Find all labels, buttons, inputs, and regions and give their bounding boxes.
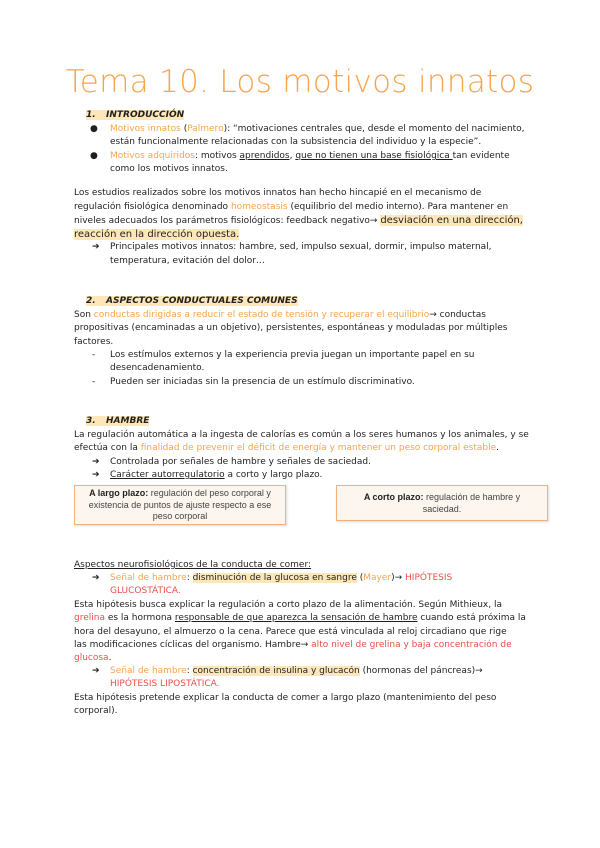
bullet-dot: ● bbox=[90, 151, 98, 161]
bullet-motivos-innatos: Motivos innatos (Palmero): “motivaciones centrales que, desde el momento del nacimiento, bbox=[110, 124, 525, 134]
dash-item-line2: desencadenamiento. bbox=[110, 363, 205, 373]
paragraph-line: hora del desayuno, el almuerzo o la cena. Parece que está vinculada al reloj circadiano que rige bbox=[74, 627, 507, 637]
arrow-icon: ➔ bbox=[92, 470, 100, 480]
corto-plazo-box: A corto plazo: regulación de hambre y saciedad. bbox=[336, 485, 548, 521]
arrow-item-caracter: Carácter autorregulatorio a corto y largo plazo. bbox=[110, 470, 323, 480]
paragraph-line: efectúa con la finalidad de prevenir el déficit de energía y mantener un peso corporal estable. bbox=[74, 443, 500, 453]
bullet-motivos-innatos-line2: están funcionalmente relacionadas con la subsistencia del individuo y la especie”. bbox=[110, 137, 482, 147]
paragraph-line: Esta hipótesis busca explicar la regulación a corto plazo de la alimentación. Según Mithieux, la bbox=[74, 600, 502, 610]
paragraph-line: Son conductas dirigidas a reducir el estado de tensión y recuperar el equilibrio→ conductas bbox=[74, 310, 486, 320]
paragraph-line: niveles adecuados los parámetros fisiológicos: feedback negativo→ desviación en una dirección, bbox=[74, 215, 523, 226]
neuro-heading: Aspectos neurofisiológicos de la conducta de comer: bbox=[74, 560, 312, 570]
paragraph-line: regulación fisiológica denominado homeostasis (equilibrio del medio interno). Para mantener en bbox=[74, 202, 509, 212]
section-heading-introduccion: 1. INTRODUCCIÓN bbox=[86, 110, 185, 120]
hipotesis-lipostatica: HIPÓTESIS LIPOSTÁTICA. bbox=[110, 679, 220, 689]
section-heading-aspectos: 2. ASPECTOS CONDUCTUALES COMUNES bbox=[86, 296, 298, 306]
dash-marker: - bbox=[92, 350, 96, 360]
dash-item-iniciadas: Pueden ser iniciadas sin la presencia de un estímulo discriminativo. bbox=[110, 377, 415, 387]
arrow-icon: ➔ bbox=[92, 573, 100, 583]
largo-plazo-box: A largo plazo: regulación del peso corporal y existencia de puntos de ajuste respecto a ese peso corporal bbox=[74, 485, 286, 525]
dash-marker: - bbox=[92, 377, 96, 387]
hipotesis-glucostatica: GLUCOSTÁTICA. bbox=[110, 586, 181, 596]
arrow-item-controlada: Controlada por señales de hambre y señales de saciedad. bbox=[110, 457, 371, 467]
paragraph-line: propositivas (encaminadas a un objetivo), persistentes, espontáneas y moduladas por múltiples bbox=[74, 323, 508, 333]
bullet-dot: ● bbox=[90, 124, 98, 134]
arrow-icon: ➔ bbox=[92, 242, 100, 252]
paragraph-line: grelina es la hormona responsable de que aparezca la sensación de hambre cuando está próxima la bbox=[74, 613, 526, 623]
paragraph-line: Los estudios realizados sobre los motivos innatos han hecho hincapié en el mecanismo de bbox=[74, 188, 482, 198]
paragraph-line: La regulación automática a la ingesta de calorías es común a los seres humanos y los animales, y se bbox=[74, 430, 529, 440]
dash-item-estimulos: Los estímulos externos y la experiencia previa juegan un importante papel en su bbox=[110, 350, 475, 360]
paragraph-line: Esta hipótesis pretende explicar la conducta de comer a largo plazo (mantenimiento del peso bbox=[74, 693, 497, 703]
arrow-icon: ➔ bbox=[92, 666, 100, 676]
arrow-icon: ➔ bbox=[92, 457, 100, 467]
paragraph-line: factores. bbox=[74, 337, 114, 347]
paragraph-line: reacción en la dirección opuesta. bbox=[74, 229, 240, 240]
page-title: Tema 10. Los motivos innatos bbox=[65, 64, 535, 100]
section-heading-hambre: 3. HAMBRE bbox=[86, 416, 150, 426]
arrow-item-insulina: Señal de hambre: concentración de insulina y glucacón (hormonas del páncreas)→ bbox=[110, 666, 483, 676]
arrow-item-line2: temperatura, evitación del dolor… bbox=[110, 256, 265, 266]
arrow-item-principales-motivos: Principales motivos innatos: hambre, sed, impulso sexual, dormir, impulso maternal, bbox=[110, 242, 492, 252]
bullet-motivos-adquiridos-line2: como los motivos innatos. bbox=[110, 164, 228, 174]
bullet-motivos-adquiridos: Motivos adquiridos: motivos aprendidos, que no tienen una base fisiológica tan evidente bbox=[110, 151, 510, 161]
paragraph-line: glucosa. bbox=[74, 653, 112, 663]
paragraph-line: las modificaciones cíclicas del organismo. Hambre→ alto nivel de grelina y baja concentración de bbox=[74, 640, 512, 650]
arrow-item-glucosa: Señal de hambre: disminución de la glucosa en sangre (Mayer)→ HIPÓTESIS bbox=[110, 573, 453, 583]
paragraph-line: corporal). bbox=[74, 706, 118, 716]
